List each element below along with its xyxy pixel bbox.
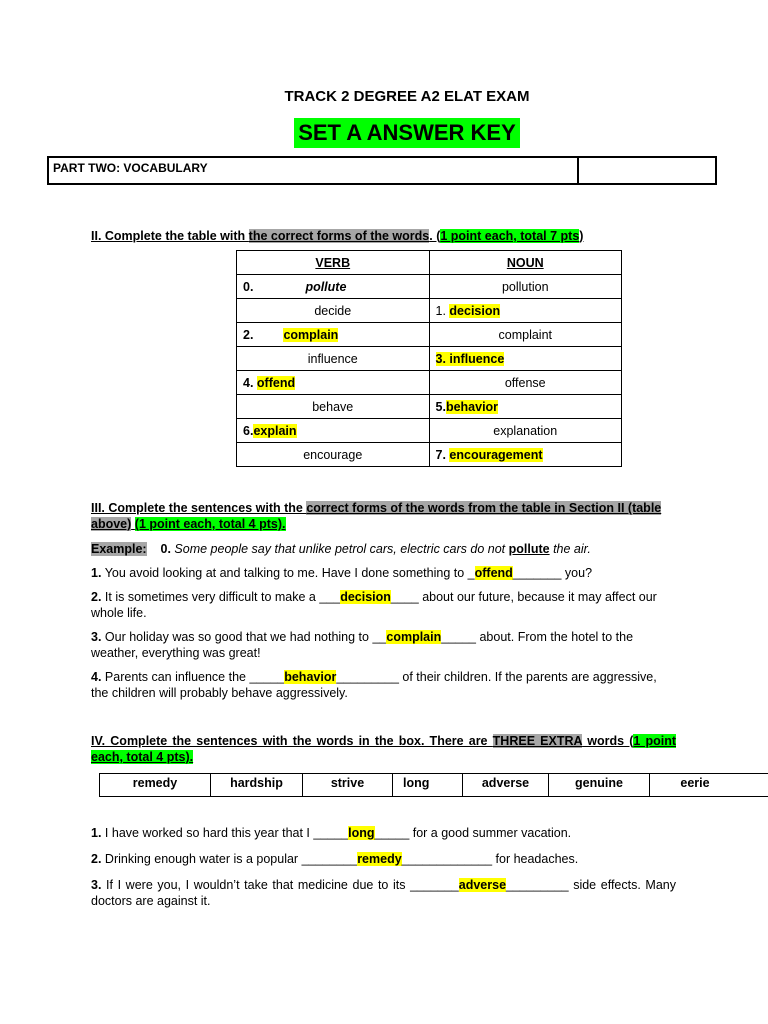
verb-cell: 6.explain <box>237 419 430 443</box>
verb-cell: encourage <box>237 443 430 467</box>
table-row <box>237 275 622 299</box>
section-4-item: 2. Drinking enough water is a popular ________remedy_____________ for headaches. <box>91 852 579 866</box>
section-3-prefix: III. Complete the sentences with the <box>91 501 307 515</box>
table-row <box>237 419 622 443</box>
word-box-item: long <box>393 774 463 796</box>
noun-cell: complaint <box>429 323 622 347</box>
word-box-item: adverse <box>463 774 549 796</box>
noun-cell: 5.behavior <box>429 395 622 419</box>
exam-title: TRACK 2 DEGREE A2 ELAT EXAM <box>284 88 530 105</box>
verb-cell: decide <box>237 299 430 323</box>
section-4-points: 1 point each, total 4 pts). <box>91 734 677 764</box>
part-header-box <box>47 156 717 185</box>
verb-cell: 2. complain <box>237 323 430 347</box>
section-3-points: (1 point each, total 4 pts). <box>134 517 286 531</box>
section-4-prefix: IV. Complete the sentences with the words in the box. There are <box>91 734 493 748</box>
verb-column-header: VERB <box>237 251 430 275</box>
noun-column-header: NOUN <box>429 251 622 275</box>
noun-cell: pollution <box>429 275 622 299</box>
section-2-prefix: II. Complete the table with <box>91 229 249 243</box>
section-3-item: 3. Our holiday was so good that we had nothing to __complain_____ about. From the hotel to the weather, everything was great! <box>91 630 634 660</box>
answer-key-heading: SET A ANSWER KEY <box>294 118 520 148</box>
table-row <box>237 443 622 467</box>
word-box-item: remedy <box>100 774 211 796</box>
word-forms-table <box>236 250 622 467</box>
table-row <box>237 395 622 419</box>
section-2-suffix: ) <box>579 229 584 243</box>
noun-cell: 3. influence <box>429 347 622 371</box>
verb-cell: 0. pollute <box>237 275 430 299</box>
score-cell <box>579 158 715 183</box>
section-2-middle: . ( <box>429 229 441 243</box>
section-4-item: 1. I have worked so hard this year that I _____long_____ for a good summer vacation. <box>91 826 572 840</box>
word-box-item: eerie <box>680 776 710 790</box>
verb-cell: behave <box>237 395 430 419</box>
word-box-item: hardship <box>211 774 303 796</box>
verb-cell: 4. offend <box>237 371 430 395</box>
section-3-instructions <box>91 500 676 532</box>
section-3-item: 4. Parents can influence the _____behavior_________ of their children. If the parents are aggressive, the children will probably behave aggressively. <box>91 670 657 700</box>
table-row <box>237 299 622 323</box>
table-row <box>237 323 622 347</box>
noun-cell: offense <box>429 371 622 395</box>
section-3-highlight: correct forms of the words from the table in Section II (table above) <box>91 501 662 531</box>
table-row <box>237 371 622 395</box>
section-4-instructions <box>91 733 676 765</box>
noun-cell: 7. encouragement <box>429 443 622 467</box>
example-sentence: Example: 0. Some people say that unlike petrol cars, electric cars do not pollute the air. <box>91 542 591 556</box>
example-label: Example: <box>91 542 147 556</box>
table-row <box>237 347 622 371</box>
table-header-row <box>237 251 622 275</box>
word-box-item: strive <box>303 774 393 796</box>
noun-cell: 1. decision <box>429 299 622 323</box>
word-box <box>99 773 768 797</box>
part-label: PART TWO: VOCABULARY <box>49 158 579 183</box>
section-2-instructions <box>91 228 676 244</box>
section-3-item: 1. You avoid looking at and talking to me. Have I done something to _offend_______ you? <box>91 566 593 580</box>
section-2-highlight: the correct forms of the words <box>248 229 430 243</box>
section-3-item: 2. It is sometimes very difficult to make a ___decision____ about our future, because it may affect our whole life. <box>91 590 657 620</box>
section-4-highlight: THREE EXTRA <box>492 734 583 748</box>
verb-cell: influence <box>237 347 430 371</box>
answer-key-heading-wrap <box>0 118 768 148</box>
section-2-points: 1 point each, total 7 pts <box>440 229 580 243</box>
noun-cell: explanation <box>429 419 622 443</box>
word-box-item: genuine <box>549 774 650 796</box>
section-4-middle: words ( <box>582 734 634 748</box>
section-4-item: 3. If I were you, I wouldn’t take that medicine due to its _______adverse_________ side effects. Many doctors are against it. <box>91 878 676 908</box>
